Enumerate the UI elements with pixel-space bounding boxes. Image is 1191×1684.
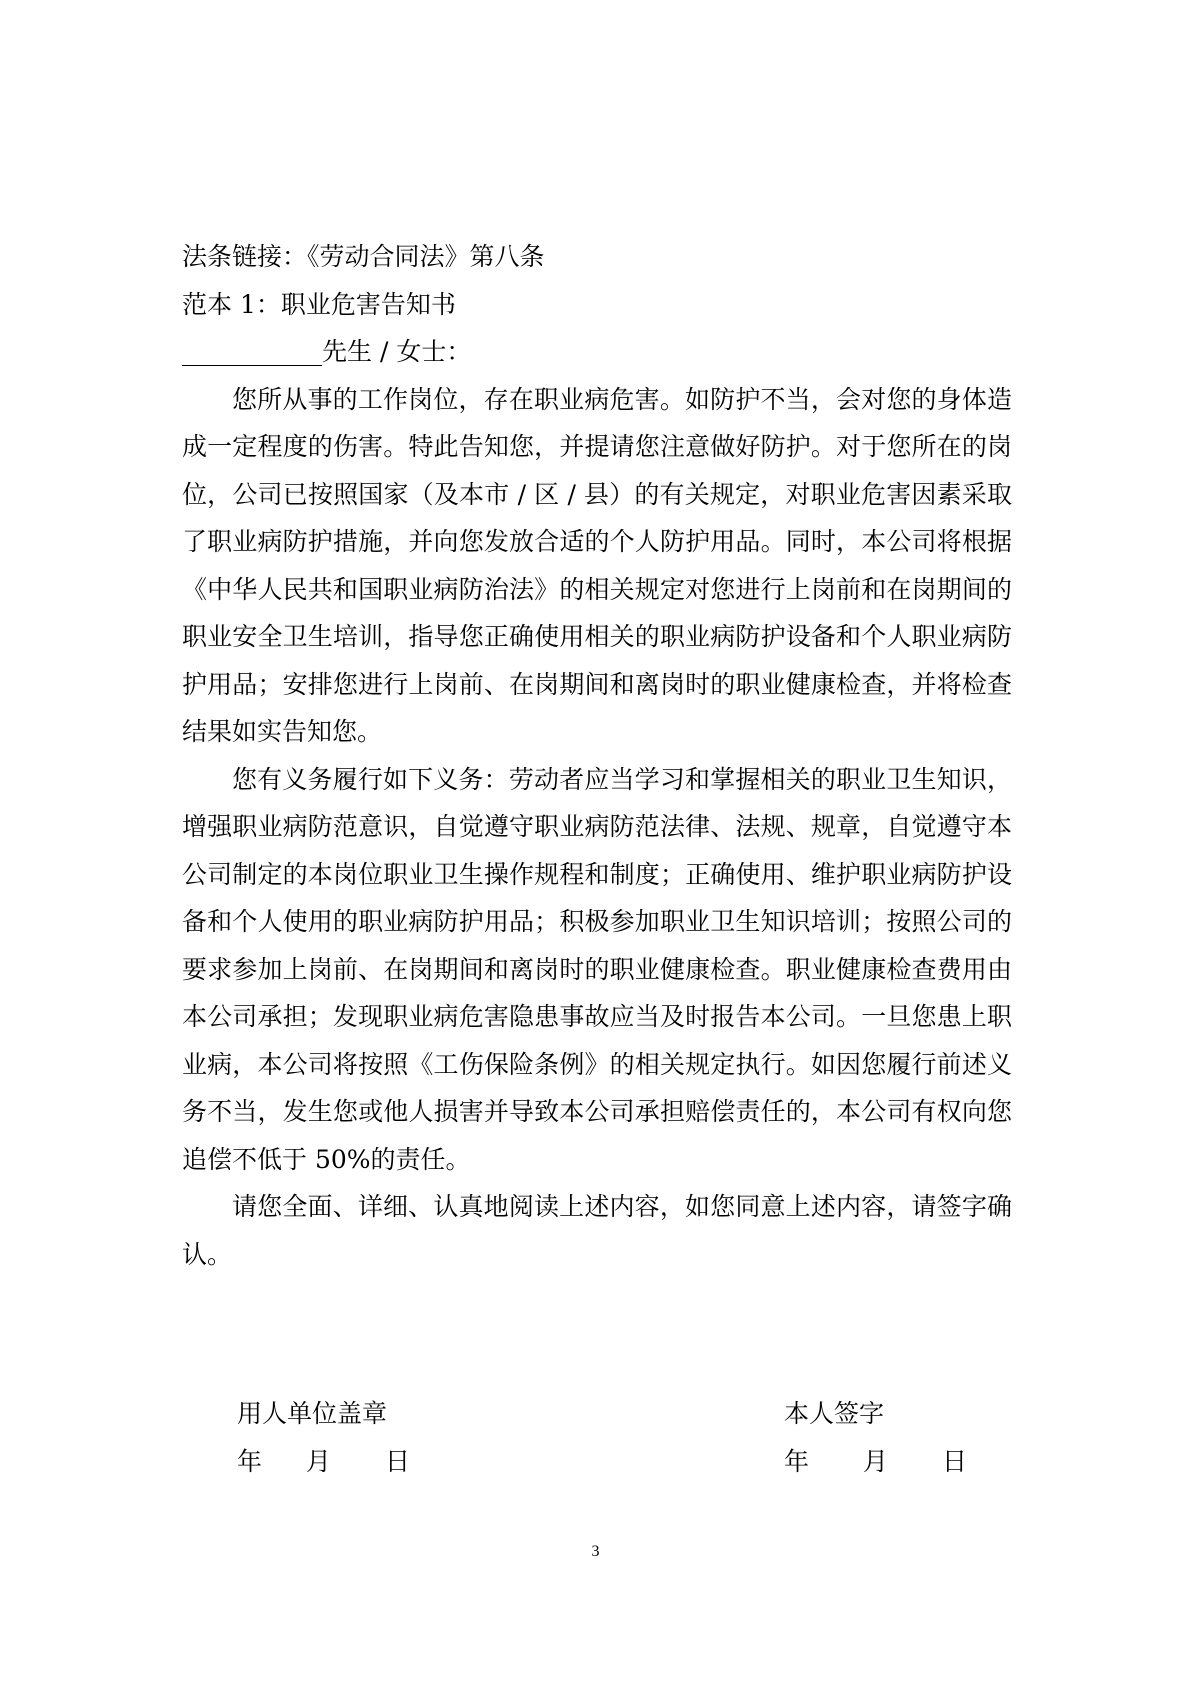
document-body: [182, 233, 1012, 1278]
paragraph-obligations: 您有义务履行如下义务：劳动者应当学习和掌握相关的职业卫生知识，增强职业病防范意识，自觉遵守职业病防范法律、法规、规章，自觉遵守本公司制定的本岗位职业卫生操作规程和制度；正确使用、维护职业病防护设备和个人使用的职业病防护用品；积极参加职业卫生知识培训；按照公司的要求参加上岗前、在岗期间和离岗时的职业健康检查。职业健康检查费用由本公司承担；发现职业病危害隐患事故应当及时报告本公司。一旦您患上职业病，本公司将按照《工伤保险条例》的相关规定执行。如因您履行前述义务不当，发生您或他人损害并导致本公司承担赔偿责任的，本公司有权向您追偿不低于 50%的责任。: [182, 764, 1012, 1174]
law-link: 法条链接：《劳动合同法》第八条: [182, 242, 545, 271]
sample-title: 范本 1：职业危害告知书: [182, 289, 456, 319]
employee-signature-label: 本人签字: [784, 1399, 885, 1428]
salutation-suffix: 先生 / 女士：: [322, 337, 472, 366]
name-blank: [182, 333, 322, 366]
paragraph-hazard-notice: 您所从事的工作岗位，存在职业病危害。如防护不当，会对您的身体造成一定程度的伤害。特此告知您，并提请您注意做好防护。对于您所在的岗位，公司已按照国家（及本市 / 区 / 县）的有关规定，对职业危害因素采取了职业病防护措施，并向您发放合适的个人防护用品。同时，本公司将根据《中华人民共和国职业病防治法》的相关规定对您进行上岗前和在岗期间的职业安全卫生培训，指导您正确使用相关的职业病防护设备和个人职业病防护用品；安排您进行上岗前、在岗期间和离岗时的职业健康检查，并将检查结果如实告知您。: [182, 384, 1012, 746]
paragraph-confirmation: 请您全面、详细、认真地阅读上述内容，如您同意上述内容，请签字确认。: [182, 1192, 1012, 1269]
employee-date-year: 年: [784, 1446, 810, 1476]
employer-date-month: 月: [306, 1446, 332, 1476]
employer-date-year: 年: [237, 1446, 263, 1476]
salutation: [182, 328, 1012, 376]
employer-date: [237, 1438, 410, 1486]
employee-date-month: 月: [863, 1446, 889, 1476]
employee-signature-block: [784, 1390, 967, 1485]
page-number: 3: [591, 1543, 600, 1560]
employee-date-day: 日: [942, 1446, 968, 1476]
employer-signature-block: [237, 1390, 410, 1485]
employer-date-day: 日: [385, 1446, 411, 1476]
employer-seal-label: 用人单位盖章: [237, 1399, 388, 1428]
employee-date: [784, 1438, 967, 1486]
